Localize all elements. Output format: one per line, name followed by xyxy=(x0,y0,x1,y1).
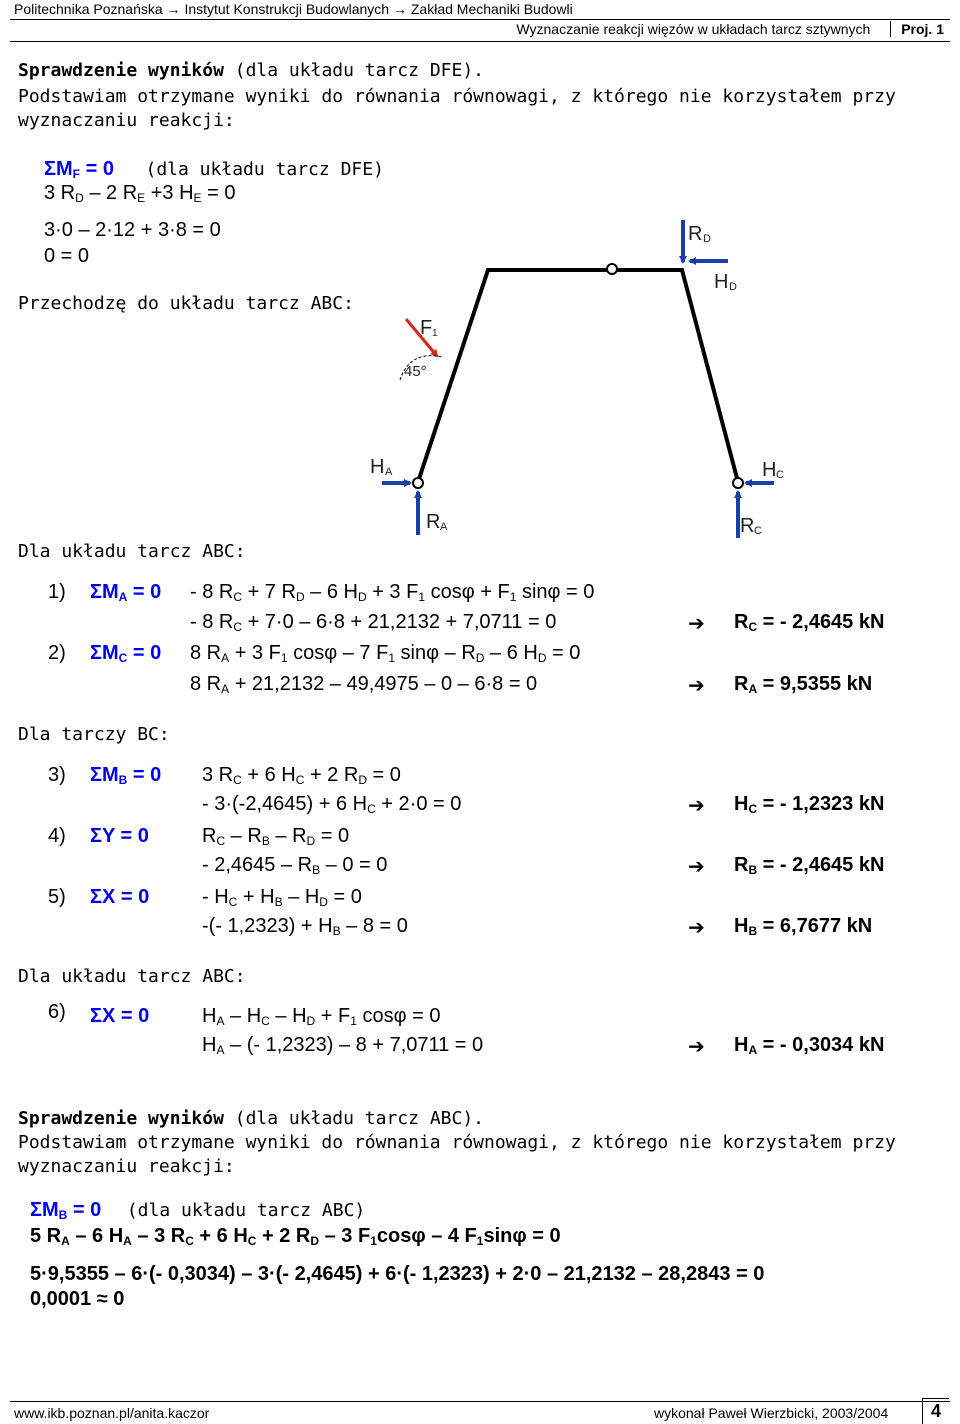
equation-1: - 8 $R_C + 7$ $R_D - 6$ $H_D + 3$ $F_1$ $\cos\varphi + F_1$ sinφ = 0 xyxy=(190,581,595,604)
header-rule xyxy=(10,19,950,20)
result-ha: $H_A$ = - 0,3034 kN xyxy=(734,1034,885,1057)
result-rc: $R_C$ = - 2,4645 kN xyxy=(734,611,885,634)
paragraph-line: Podstawiam otrzymane wyniki do równania równowagi, z którego nie korzystałem przy xyxy=(18,86,896,107)
eq-number: 5) xyxy=(48,886,66,908)
section-intro-abc: Dla układu tarcz ABC: xyxy=(18,541,246,562)
equation-6: $H_A - H_C - H_D + F_1$ cosφ = 0 xyxy=(202,1005,441,1028)
paragraph-line: wyznaczaniu reakcji: xyxy=(18,1156,235,1177)
arrow-result-icon: ➔ xyxy=(688,856,705,878)
section-title-rest: (dla układu tarcz DFE). xyxy=(234,60,484,81)
equation-sum-y: ΣY = 0 xyxy=(90,825,149,847)
label-rc: R xyxy=(740,515,755,537)
eq-number: 3) xyxy=(48,764,66,786)
support-c xyxy=(733,478,743,488)
label-f1-sub: 1 xyxy=(432,328,438,339)
support-a xyxy=(413,478,423,488)
section-title-rest: (dla układu tarcz ABC). xyxy=(234,1108,484,1129)
arrow-result-icon: ➔ xyxy=(688,917,705,939)
arrow-result-icon: ➔ xyxy=(688,675,705,697)
equation-4-values: - $2,4645 - R_B - 0 = 0$ xyxy=(202,854,388,877)
equation-5: - $H_C + H_B - H_D = 0$ xyxy=(202,886,362,909)
header-university: Politechnika Poznańska xyxy=(14,1,163,17)
label-rd-sub: D xyxy=(703,233,711,245)
label-angle: 45° xyxy=(404,363,427,380)
equation-sum-x: ΣX = 0 xyxy=(90,886,150,908)
arrow-right-icon: → xyxy=(392,1,411,17)
label-rd: R xyxy=(688,223,703,245)
eq-number: 4) xyxy=(48,825,66,847)
equation-sum-mf: $\Sigma M_F = 0$ (dla układu tarcz DFE) xyxy=(44,158,384,181)
label-hd-sub: D xyxy=(729,281,737,293)
section-title-bold: Sprawdzenie wyników xyxy=(18,60,224,81)
header-proj: Proj. 1 xyxy=(890,21,950,37)
header-department: Zakład Mechaniki Budowli xyxy=(410,1,573,17)
equation-4: $R_C - R_B - R_D = 0$ xyxy=(202,825,350,848)
equation-dfe-values: 3·0 – 2·12 + 3·8 = 0 xyxy=(44,219,221,241)
label-hc-sub: C xyxy=(776,469,784,481)
equation-check-values: 5·9,5355 – 6·(- 0,3034) – 3·(- 2,4645) + 6·(- 1,2323) + 2·0 – 21,2132 – 28,2843 = 0 xyxy=(30,1263,765,1285)
label-ra: R xyxy=(426,511,441,533)
equation-sum-ma: $\Sigma M_A = 0$ xyxy=(90,581,162,604)
label-ha: H xyxy=(370,456,385,478)
section-intro-abc-2: Dla układu tarcz ABC: xyxy=(18,966,246,987)
equation-1-values: - 8 $R_C + 7\cdot 0 - 6\cdot 8 + 21,2132 + 7,0711 = 0$ xyxy=(190,611,557,634)
equation-3-values: - 3·(-2,4645) + 6 $H_C + 2\cdot 0 = 0$ xyxy=(202,793,462,816)
label-f1: F xyxy=(420,317,433,339)
equation-check-result: 0,0001 ≈ 0 xyxy=(30,1288,125,1310)
section-intro-bc: Dla tarczy BC: xyxy=(18,724,170,745)
equation-dfe-result: 0 = 0 xyxy=(44,245,90,267)
equation-2: 8 $R_A + 3$ $F_1$ cosφ – 7 $F_1$ sinφ – $R_D - 6$ $H_D = 0$ xyxy=(190,642,581,665)
section-title-dfe xyxy=(18,60,484,81)
footer-author: wykonał Paweł Wierzbicki, 2003/2004 xyxy=(654,1405,889,1421)
label-rc-sub: C xyxy=(754,525,762,537)
arrow-result-icon: ➔ xyxy=(688,795,705,817)
section-title-bold: Sprawdzenie wyników xyxy=(18,1108,224,1129)
equation-6-values: $H_A$ – (- 1,2323) – 8 + 7,0711 = 0 xyxy=(202,1034,484,1057)
equation-3: 3 $R_C + 6$ $H_C + 2$ $R_D = 0$ xyxy=(202,764,401,787)
header-institute: Instytut Konstrukcji Budowlanych xyxy=(184,1,390,17)
equation-check: 5 $R_A - 6$ $H_A - 3$ $R_C + 6$ $H_C + 2$ $R_D - 3$ $F_1\cos\varphi - 4$ $F_1\sin\varphi = 0$ xyxy=(30,1225,561,1248)
footer-rule xyxy=(10,1401,950,1402)
arrow-result-icon: ➔ xyxy=(688,1036,705,1058)
structure-diagram xyxy=(360,210,784,550)
eq-number: 6) xyxy=(48,1001,66,1023)
result-ra: $R_A = 9,5355$ kN xyxy=(734,673,873,696)
header-subject: Wyznaczanie reakcji więzów w układach tarcz sztywnych xyxy=(516,21,871,37)
footer-url[interactable]: www.ikb.poznan.pl/anita.kaczor xyxy=(14,1405,210,1421)
label-ha-sub: A xyxy=(385,466,393,478)
equation-sum-mb: $\Sigma M_B = 0$ xyxy=(90,764,162,787)
label-ra-sub: A xyxy=(440,521,448,533)
equation-sum-mb-check: $\Sigma M_B = 0$ (dla układu tarcz ABC) xyxy=(30,1199,366,1222)
result-rb: $R_B$ = - 2,4645 kN xyxy=(734,854,885,877)
equation-2-values: 8 $R_A + 21,2132 - 49,4975 - 0 - 6\cdot 8 = 0$ xyxy=(190,673,538,696)
transition-text: Przechodzę do układu tarcz ABC: xyxy=(18,293,354,314)
frame-line xyxy=(418,270,738,482)
hinge-b xyxy=(607,264,617,274)
header-rule-bottom xyxy=(10,41,950,42)
section-title-abc xyxy=(18,1108,484,1129)
equation-note: (dla układu tarcz ABC) xyxy=(126,1200,366,1221)
equation-5-values: -(- $1,2323) + H_B - 8 = 0$ xyxy=(202,915,408,938)
label-hd: H xyxy=(714,271,729,293)
equation-dfe: 3 $R_D - 2$ $R_E +3$ $H_E = 0$ xyxy=(44,182,236,205)
label-hc: H xyxy=(762,459,777,481)
header-right xyxy=(516,21,950,37)
paragraph-line: Podstawiam otrzymane wyniki do równania równowagi, z którego nie korzystałem przy xyxy=(18,1132,896,1153)
eq-number: 2) xyxy=(48,642,66,664)
page-number: 4 xyxy=(922,1398,949,1424)
arrow-right-icon: → xyxy=(166,1,185,17)
result-hb: $H_B = 6,7677$ kN xyxy=(734,915,873,938)
paragraph-line: wyznaczaniu reakcji: xyxy=(18,110,235,131)
eq-number: 1) xyxy=(48,581,66,603)
equation-sum-mc: $\Sigma M_C = 0$ xyxy=(90,642,162,665)
arrow-result-icon: ➔ xyxy=(688,613,705,635)
equation-note: (dla układu tarcz DFE) xyxy=(145,159,384,180)
result-hc: $H_C$ = - 1,2323 kN xyxy=(734,793,885,816)
header-breadcrumb xyxy=(14,1,573,17)
equation-sum-x-abc: ΣX = 0 xyxy=(90,1005,150,1027)
